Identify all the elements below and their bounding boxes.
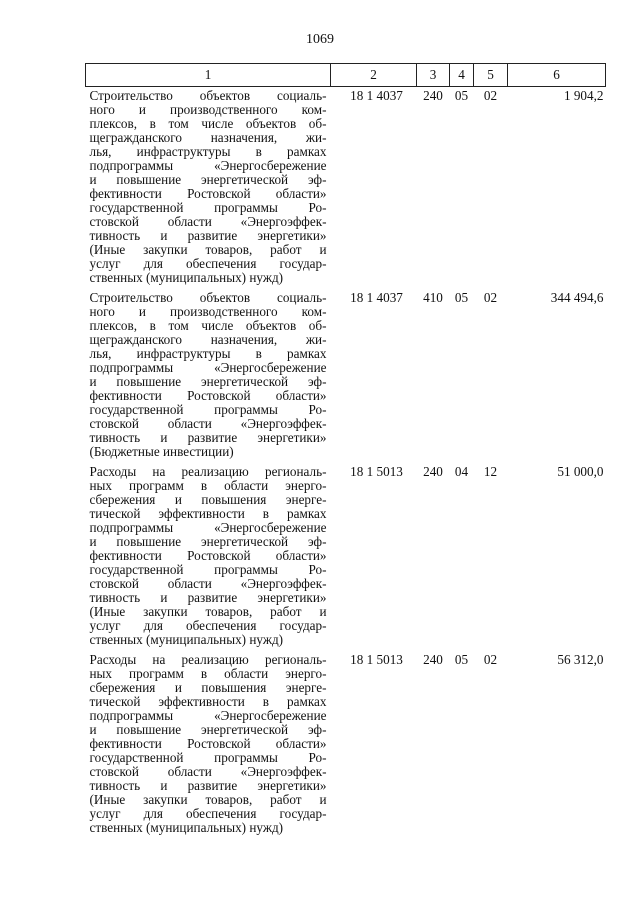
row-section-cell: 04	[454, 464, 469, 479]
row-name-line: Строительство объектов социаль-	[89, 88, 327, 103]
row-name-line: и повышение энергетической эф-	[89, 172, 327, 187]
table-row	[86, 463, 606, 651]
row-expense-type-cell: 240	[423, 652, 443, 667]
row-name-line: щегражданского назначения, жи-	[89, 130, 327, 145]
row-section-cell: 05	[454, 88, 469, 103]
row-name-line: щегражданского назначения, жи-	[89, 332, 327, 347]
row-name-line: фективности Ростовской области»	[89, 736, 327, 751]
row-name-line: сбережения и повышения энерге-	[89, 680, 327, 695]
row-code-cell: 18 1 5013	[350, 464, 403, 479]
row-name-cell	[86, 651, 331, 839]
row-name-line: тивность и развитие энергетики»	[89, 228, 327, 243]
table-header-row	[86, 64, 606, 87]
row-name-line: (Бюджетные инвестиции)	[89, 444, 234, 459]
row-name-line: фективности Ростовской области»	[89, 388, 327, 403]
row-subsection-cell: 02	[483, 290, 498, 305]
row-expense-type-cell: 240	[423, 88, 443, 103]
row-name-line: сбережения и повышения энерге-	[89, 492, 327, 507]
header-col-2: 2	[331, 64, 417, 87]
row-name-line: стовской области «Энергоэффек-	[89, 416, 327, 431]
row-name-line: ного и производственного ком-	[89, 102, 327, 117]
row-name-line: ных программ в области энерго-	[89, 478, 327, 493]
row-name-line: Расходы на реализацию региональ-	[89, 464, 327, 479]
page-number: 1069	[306, 32, 334, 47]
row-code-cell: 18 1 5013	[350, 652, 403, 667]
row-name-line: (Иные закупки товаров, работ и	[89, 604, 327, 619]
row-name-line: плексов, в том числе объектов об-	[89, 318, 327, 333]
row-name-line: тивность и развитие энергетики»	[89, 778, 327, 793]
row-name-cell	[86, 87, 331, 290]
row-name-line: государственной программы Ро-	[89, 402, 327, 417]
row-subsection-cell: 02	[483, 88, 498, 103]
row-section-cell: 05	[454, 290, 469, 305]
header-col-6: 6	[508, 64, 606, 87]
row-name-line: тивность и развитие энергетики»	[89, 590, 327, 605]
row-name-line: лья, инфраструктуры в рамках	[89, 144, 327, 159]
table-row	[86, 87, 606, 290]
row-name-line: ных программ в области энерго-	[89, 666, 327, 681]
row-name-line: ственных (муниципальных) нужд)	[89, 820, 284, 835]
row-name-line: стовской области «Энергоэффек-	[89, 764, 327, 779]
row-name-line: стовской области «Энергоэффек-	[89, 576, 327, 591]
row-name-line: ственных (муниципальных) нужд)	[89, 632, 284, 647]
row-name-line: подпрограммы «Энергосбережение	[89, 708, 327, 723]
row-name-line: (Иные закупки товаров, работ и	[89, 242, 327, 257]
row-name-cell	[86, 463, 331, 651]
row-name-line: услуг для обеспечения государ-	[89, 618, 327, 633]
row-name-line: государственной программы Ро-	[89, 200, 327, 215]
row-code-cell: 18 1 4037	[350, 88, 403, 103]
row-name-line: услуг для обеспечения государ-	[89, 256, 327, 271]
table-body	[86, 87, 606, 840]
row-subsection-cell: 12	[483, 464, 498, 479]
row-name-line: стовской области «Энергоэффек-	[89, 214, 327, 229]
row-sum-cell: 344 494,6	[550, 290, 604, 305]
row-expense-type-cell: 410	[423, 290, 443, 305]
row-subsection-cell: 02	[483, 652, 498, 667]
budget-table	[85, 63, 606, 839]
row-sum-cell: 56 312,0	[557, 652, 604, 667]
row-name-line: государственной программы Ро-	[89, 562, 327, 577]
row-name-line: Расходы на реализацию региональ-	[89, 652, 327, 667]
row-name-cell	[86, 289, 331, 463]
row-name-line: и повышение энергетической эф-	[89, 374, 327, 389]
row-name-line: подпрограммы «Энергосбережение	[89, 158, 327, 173]
row-name-line: подпрограммы «Энергосбережение	[89, 360, 327, 375]
header-col-4: 4	[450, 64, 474, 87]
row-name-line: плексов, в том числе объектов об-	[89, 116, 327, 131]
row-expense-type-cell: 240	[423, 464, 443, 479]
table-row	[86, 651, 606, 839]
row-name-line: и повышение энергетической эф-	[89, 534, 327, 549]
row-name-line: тической эффективности в рамках	[89, 506, 327, 521]
header-col-1: 1	[86, 64, 331, 87]
row-sum-cell: 51 000,0	[557, 464, 604, 479]
header-col-5: 5	[474, 64, 508, 87]
row-section-cell: 05	[454, 652, 469, 667]
row-name-line: и повышение энергетической эф-	[89, 722, 327, 737]
row-name-line: (Иные закупки товаров, работ и	[89, 792, 327, 807]
row-name-line: фективности Ростовской области»	[89, 186, 327, 201]
row-name-line: подпрограммы «Энергосбережение	[89, 520, 327, 535]
row-code-cell: 18 1 4037	[350, 290, 403, 305]
row-name-line: ного и производственного ком-	[89, 304, 327, 319]
row-name-line: тивность и развитие энергетики»	[89, 430, 327, 445]
row-name-line: Строительство объектов социаль-	[89, 290, 327, 305]
table-row	[86, 289, 606, 463]
row-name-line: лья, инфраструктуры в рамках	[89, 346, 327, 361]
header-col-3: 3	[417, 64, 450, 87]
row-sum-cell: 1 904,2	[563, 88, 604, 103]
row-name-line: фективности Ростовской области»	[89, 548, 327, 563]
row-name-line: ственных (муниципальных) нужд)	[89, 270, 284, 285]
row-name-line: тической эффективности в рамках	[89, 694, 327, 709]
row-name-line: услуг для обеспечения государ-	[89, 806, 327, 821]
row-name-line: государственной программы Ро-	[89, 750, 327, 765]
